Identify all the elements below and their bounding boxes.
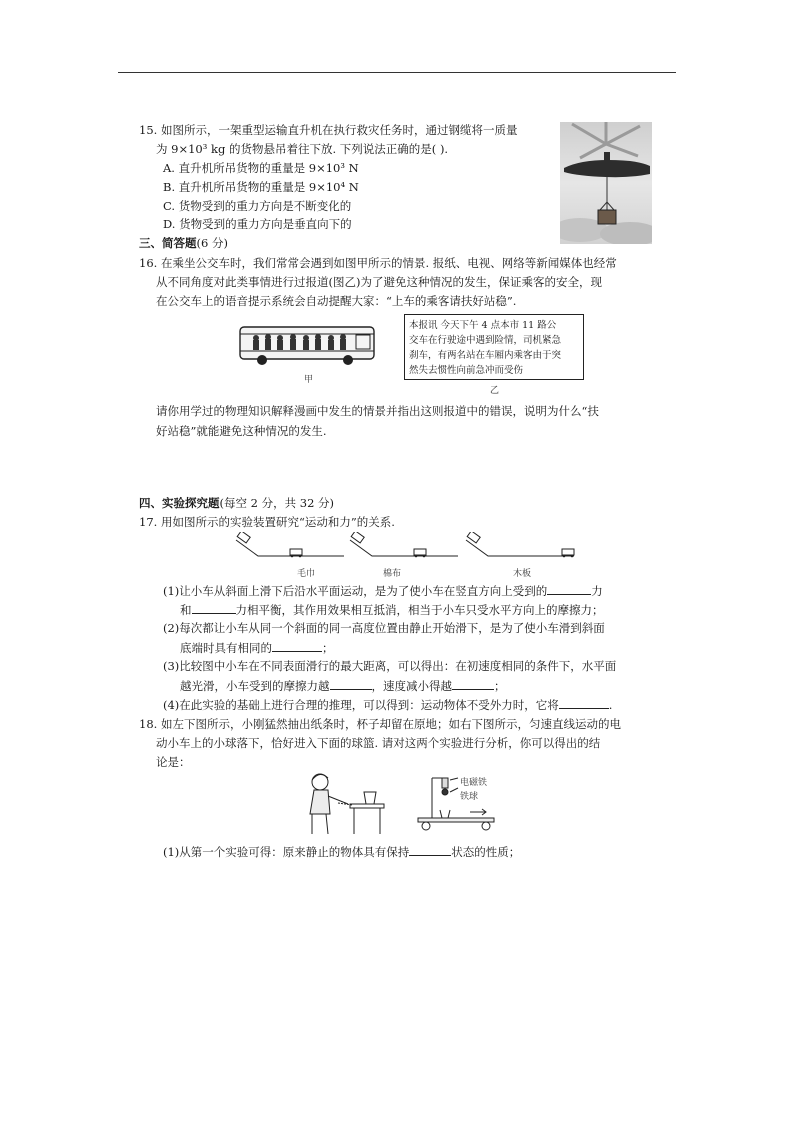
label-iron-ball: 铁球 — [460, 792, 479, 802]
q17-part1b-prefix: 和 — [180, 603, 192, 617]
q17-part2b-text: 底端时具有相同的 — [180, 641, 272, 655]
q17-part2-a: (2)每次都让小车从同一个斜面的同一高度位置由静止开始滑下，是为了使小车滑到斜面 — [163, 621, 605, 635]
q17-part3b-text-2: ，速度减小得越 — [371, 679, 452, 693]
q17-part1-b — [180, 601, 604, 618]
section-4-heading — [139, 495, 334, 511]
paper-pull-illustration — [302, 770, 386, 836]
q17-part3-a: (3)比较图中小车在不同表面滑行的最大距离，可以得出：在初速度相同的条件下，水平面 — [163, 659, 617, 673]
q15-option-d[interactable]: D. 货物受到的重力方向是垂直向下的 — [163, 217, 352, 231]
section-3-heading — [139, 235, 228, 251]
report-line: 交车在行驶途中遇到险情，司机紧急 — [409, 335, 562, 346]
answer-blank[interactable] — [272, 639, 322, 652]
q18-part1-suffix: 状态的性质； — [451, 845, 521, 859]
answer-blank[interactable] — [559, 696, 609, 709]
electromagnet-cart-illustration — [414, 772, 500, 834]
bus-cartoon-image — [238, 323, 378, 367]
q17-part1b-text: 力相平衡，其作用效果相互抵消，相当于小车只受水平方向上的摩擦力； — [235, 603, 604, 617]
report-line: 本报讯 今天下午 4 点本市 11 路公 — [409, 320, 557, 331]
caption-jia: 甲 — [304, 375, 314, 385]
section-4-title: 四、实验探究题 — [139, 496, 220, 510]
q16-ask-1: 请你用学过的物理知识解释漫画中发生的情景并指出这则报道中的错误，说明为什么“扶 — [156, 404, 599, 418]
surface-label-towel: 毛巾 — [297, 569, 316, 579]
answer-blank[interactable] — [409, 843, 451, 856]
q18-part1-text: (1)从第一个实验可得：原来静止的物体具有保持 — [163, 845, 410, 859]
q15-line-1: 15. 如图所示，一架重型运输直升机在执行救灾任务时，通过钢缆将一质量 — [139, 123, 518, 137]
q17-part1-text: (1)让小车从斜面上滑下后沿水平面运动，是为了使小车在竖直方向上受到的 — [163, 584, 548, 598]
q17-part4-suffix: . — [608, 698, 613, 712]
ramp-diagrams — [232, 532, 592, 566]
answer-blank[interactable] — [452, 677, 494, 690]
q17-part3b-suffix: ； — [494, 679, 506, 693]
section-3-points: (6 分) — [196, 236, 228, 250]
q15-option-b[interactable]: B. 直升机所吊货物的重量是 9×10⁴ N — [163, 180, 359, 194]
header-rule — [118, 72, 676, 73]
q17-part3b-text-1: 越光滑，小车受到的摩擦力越 — [180, 679, 330, 693]
q15-option-a[interactable]: A. 直升机所吊货物的重量是 9×10³ N — [163, 161, 359, 175]
q18-line-1: 18. 如左下图所示，小刚猛然抽出纸条时，杯子却留在原地；如右下图所示，匀速直线运动的电 — [139, 717, 621, 731]
answer-blank[interactable] — [192, 601, 236, 614]
q17-part1-suffix: 力 — [591, 584, 603, 598]
q17-part1-a — [163, 582, 603, 599]
answer-blank[interactable] — [547, 582, 591, 595]
q17-part4-text: (4)在此实验的基础上进行合理的推理，可以得到：运动物体不受外力时，它将 — [163, 698, 559, 712]
q18-part1 — [163, 843, 520, 860]
q17-stem: 17. 用如图所示的实验装置研究“运动和力”的关系. — [139, 515, 395, 529]
section-3-title: 三、简答题 — [139, 236, 197, 250]
caption-yi: 乙 — [490, 386, 500, 396]
surface-label-wood: 木板 — [513, 569, 532, 579]
q16-line-1: 16. 在乘坐公交车时，我们常常会遇到如图甲所示的情景. 报纸、电视、网络等新闻媒体也经常 — [139, 256, 617, 270]
q17-part2b-suffix: ； — [322, 641, 334, 655]
answer-blank[interactable] — [330, 677, 372, 690]
report-line: 刹车，有两名站在车厢内乘客由于突 — [409, 350, 562, 361]
q16-ask-2: 好站稳”就能避免这种情况的发生. — [156, 424, 327, 438]
helicopter-image — [560, 122, 652, 244]
surface-label-cotton: 棉布 — [383, 569, 402, 579]
q15-line-2: 为 9×10³ kg 的货物悬吊着往下放. 下列说法正确的是( ). — [156, 142, 449, 156]
q16-line-3: 在公交车上的语音提示系统会自动提醒大家：“上车的乘客请扶好站稳”. — [156, 294, 517, 308]
q16-line-2: 从不同角度对此类事情进行过报道(图乙)为了避免这种情况的发生，保证乘客的安全，现 — [156, 275, 602, 289]
q17-part4 — [163, 696, 612, 713]
q15-option-c[interactable]: C. 货物受到的重力方向是不断变化的 — [163, 199, 352, 213]
section-4-points: (每空 2 分，共 32 分) — [219, 496, 335, 510]
q18-line-3: 论是： — [156, 755, 191, 769]
q17-part3-b — [180, 677, 506, 694]
q17-part2-b — [180, 639, 334, 656]
report-line: 然失去惯性向前急冲而受伤 — [409, 365, 524, 376]
q18-line-2: 动小车上的小球落下，恰好进入下面的球篮. 请对这两个实验进行分析，你可以得出的结 — [156, 736, 601, 750]
label-electromagnet: 电磁铁 — [460, 778, 488, 788]
news-report-box — [404, 314, 584, 380]
